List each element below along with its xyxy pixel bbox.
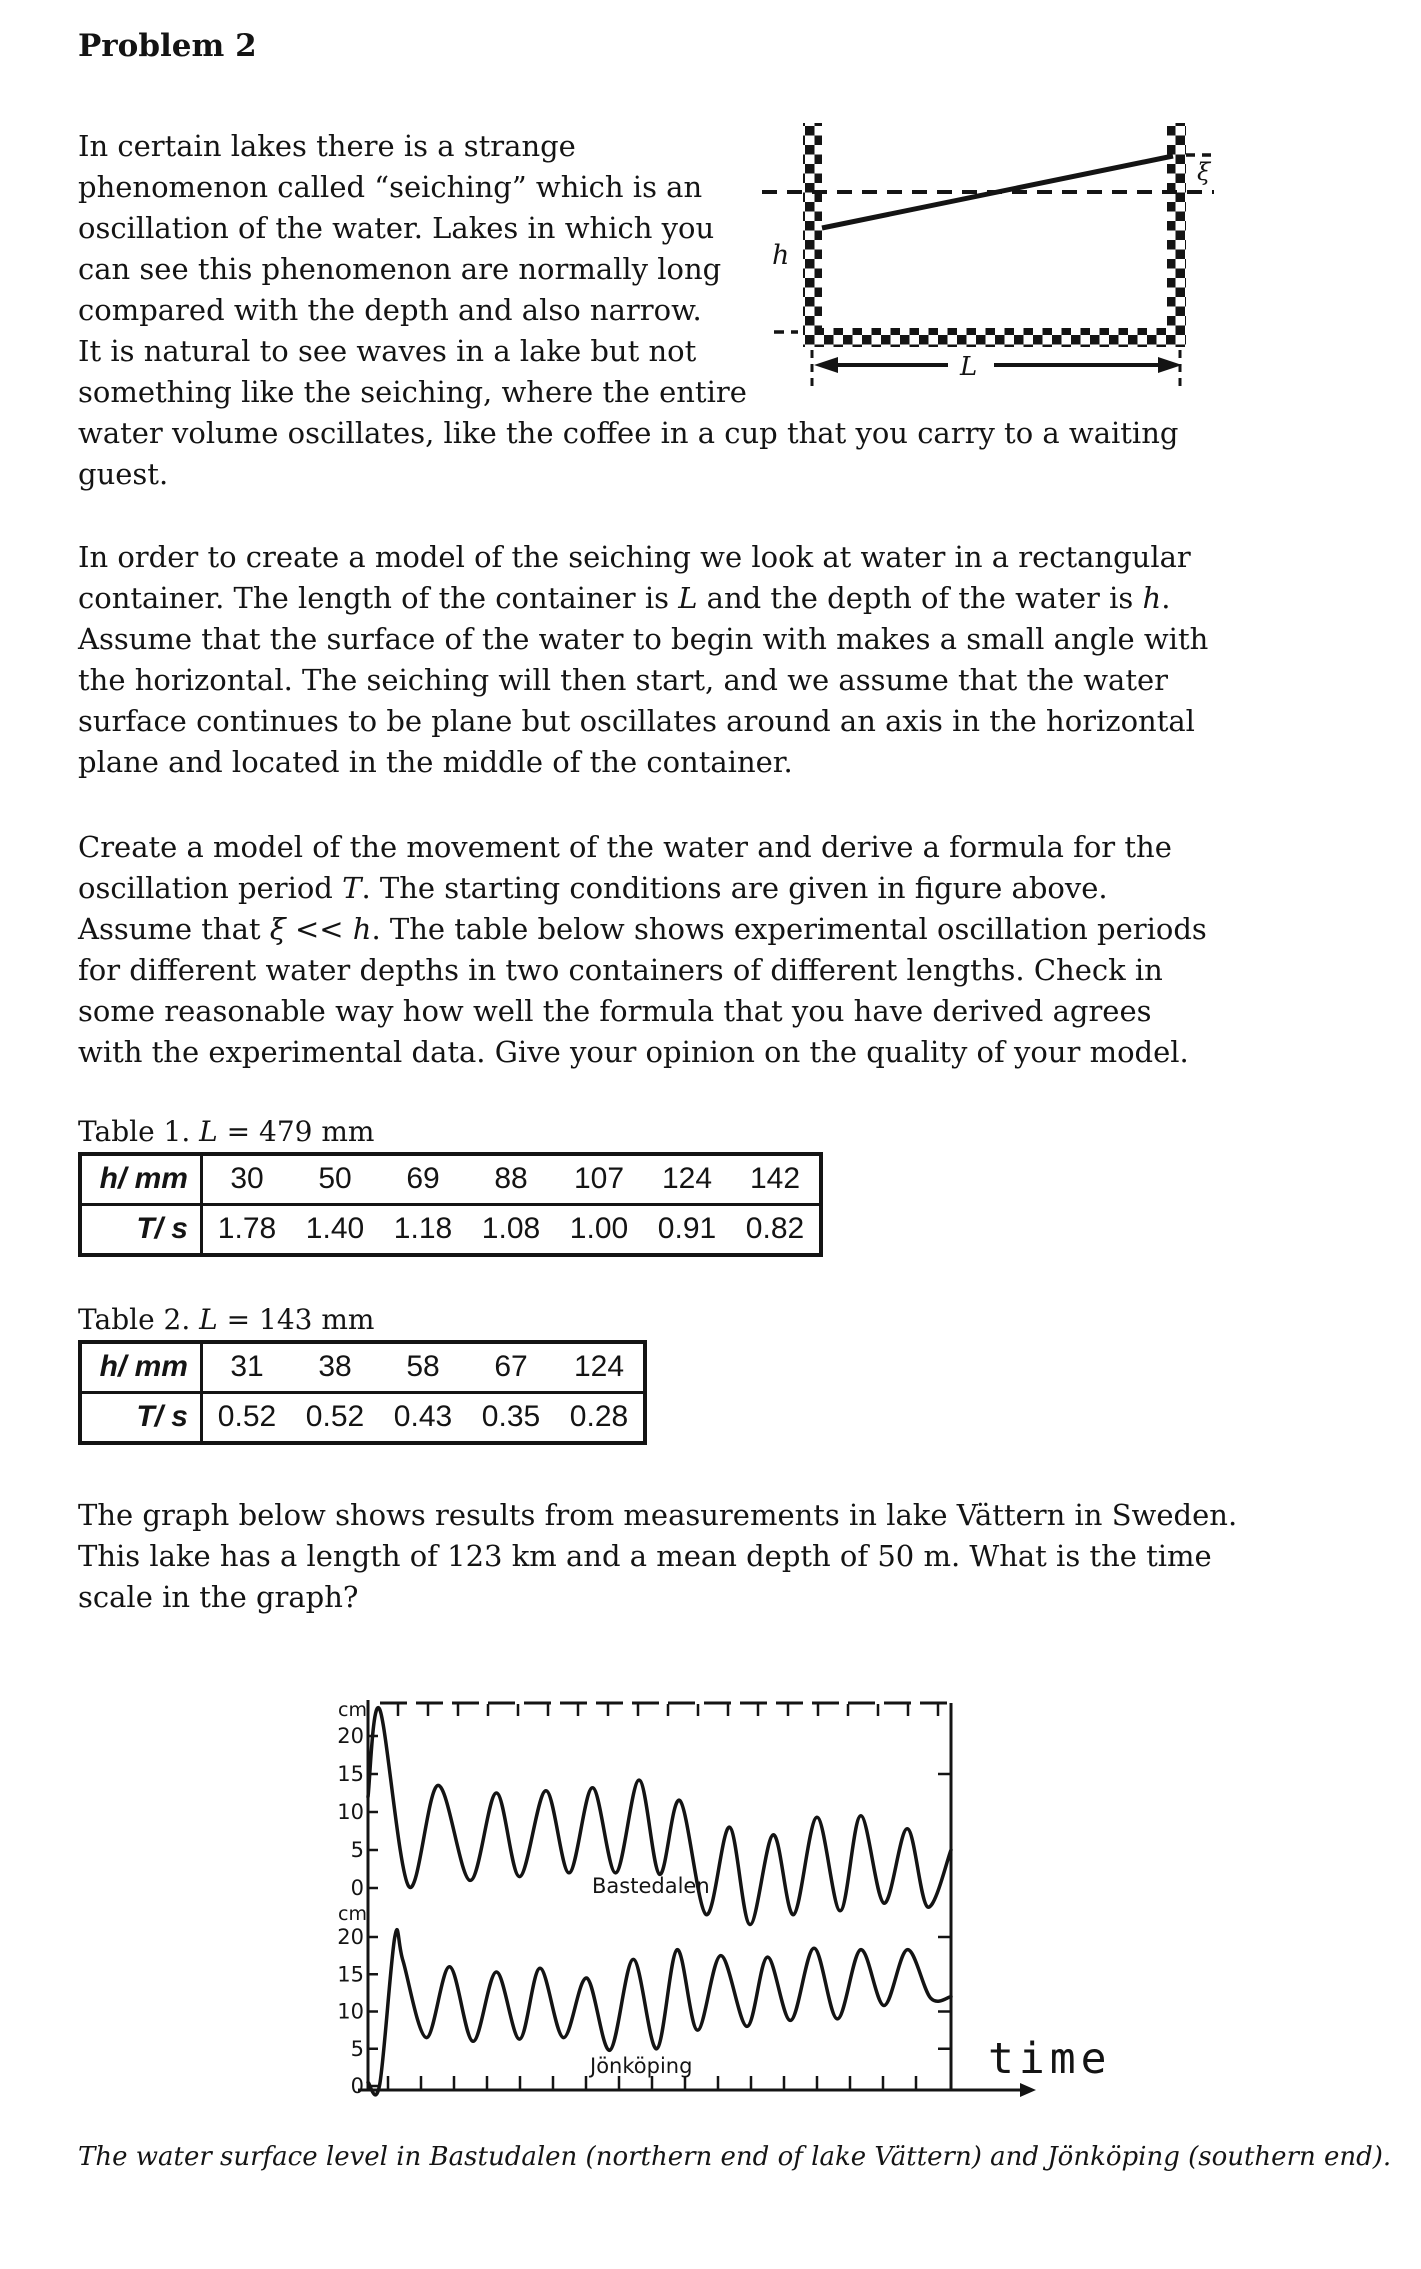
text-segment: . — [1161, 581, 1171, 615]
value-cell: 88 — [494, 1162, 528, 1195]
row-header-cell: h/ mm — [80, 1154, 202, 1205]
value-cell: 1.00 — [555, 1205, 643, 1256]
time-axis-label: time — [988, 2034, 1112, 2084]
table-1 — [78, 1152, 823, 1257]
left-wall — [803, 123, 822, 328]
paragraph-model — [78, 537, 1208, 783]
table-row — [80, 1154, 821, 1205]
h-label: h — [772, 240, 790, 271]
length-arrowhead-right — [1158, 357, 1182, 373]
paragraph-question — [78, 1495, 1237, 1618]
value-cell: 1.78 — [202, 1205, 292, 1256]
text-segment: L — [678, 581, 698, 615]
text-segment: L — [199, 1303, 218, 1336]
bastedalen-series-label: Bastedalen — [592, 1874, 710, 1898]
text-segment: The water surface level in Bastudalen (northern end of lake Vättern) and Jönköping (southern end). — [78, 2142, 1392, 2172]
text-line — [78, 827, 1207, 868]
text-line — [78, 1032, 1207, 1073]
table-row — [80, 1205, 821, 1256]
value-cell: 30 — [230, 1162, 264, 1195]
value-cell: 0.52 — [202, 1393, 292, 1444]
container-figure-svg — [748, 88, 1223, 400]
text-line — [78, 1115, 374, 1148]
text-segment: compared with the depth and also narrow. — [78, 293, 702, 327]
text-line — [78, 1536, 1237, 1577]
row-header-cell: T/ s — [80, 1205, 202, 1256]
value-cell: 50 — [318, 1162, 352, 1195]
y-tick-label: 15 — [337, 1962, 364, 1987]
text-segment: phenomenon called “seiching” which is an — [78, 170, 703, 204]
value-cell: 1.08 — [467, 1205, 555, 1256]
text-line — [78, 537, 1208, 578]
value-cell: 69 — [406, 1162, 440, 1195]
text-line — [78, 950, 1207, 991]
xi-label: ξ — [1197, 158, 1211, 186]
y-tick-label: 20 — [337, 1925, 364, 1949]
y-tick-label: 0 — [350, 2074, 364, 2098]
y-tick-label: 0 — [350, 1876, 364, 1900]
y-tick-label: 15 — [337, 1762, 364, 1786]
text-segment: Table 2. — [78, 1303, 200, 1336]
text-segment: h — [1142, 581, 1162, 615]
text-line — [78, 868, 1207, 909]
value-cell: 67 — [494, 1350, 528, 1383]
data-table — [78, 1152, 823, 1257]
value-cell: 124 — [661, 1162, 713, 1195]
bottom-wall — [803, 328, 1186, 347]
table-2 — [78, 1340, 647, 1445]
value-cell: 38 — [318, 1350, 352, 1383]
text-segment: This lake has a length of 123 km and a mean depth of 50 m. What is the time — [78, 1539, 1212, 1573]
text-segment: . The starting conditions are given in figure above. — [361, 871, 1108, 905]
row-header-cell: T/ s — [80, 1393, 202, 1444]
table-row — [80, 1342, 645, 1393]
value-cell: 1.18 — [379, 1205, 467, 1256]
y-unit-label: cm — [338, 1699, 367, 1721]
value-cell: 1.40 — [291, 1205, 379, 1256]
text-segment: . The table below shows experimental oscillation periods — [371, 912, 1207, 946]
text-segment: The graph below shows results from measurements in lake Vättern in Sweden. — [78, 1498, 1238, 1532]
y-tick-label: 20 — [337, 1724, 364, 1748]
text-segment: ξ << h — [269, 912, 372, 946]
text-segment: = 143 mm — [217, 1303, 375, 1336]
text-segment: something like the seiching, where the entire — [78, 375, 747, 409]
text-segment: water volume oscillates, like the coffee in a cup that you carry to a waiting — [78, 416, 1179, 450]
table-2-caption — [78, 1303, 374, 1336]
text-segment: surface continues to be plane but oscillates around an axis in the horizontal — [78, 704, 1195, 738]
text-segment: oscillation period — [78, 871, 343, 905]
text-segment: Create a model of the movement of the water and derive a formula for the — [78, 830, 1172, 864]
value-cell: 0.82 — [731, 1205, 821, 1256]
text-line — [78, 660, 1208, 701]
text-line — [78, 2142, 1391, 2172]
text-line — [78, 701, 1208, 742]
text-line — [78, 1577, 1237, 1618]
text-segment: and the depth of the water is — [697, 581, 1143, 615]
text-segment: Table 1. — [78, 1115, 200, 1148]
value-cell: 142 — [749, 1162, 801, 1195]
value-cell: 0.35 — [467, 1393, 555, 1444]
right-wall — [1167, 123, 1186, 328]
text-segment: guest. — [78, 457, 169, 491]
text-segment: = 479 mm — [217, 1115, 375, 1148]
text-segment: In certain lakes there is a strange — [78, 129, 576, 163]
text-line — [78, 742, 1208, 783]
value-cell: 0.28 — [555, 1393, 645, 1444]
y-tick-label: 5 — [350, 1838, 364, 1862]
container-figure — [748, 88, 1223, 400]
text-segment: container. The length of the container is — [78, 581, 679, 615]
y-tick-label: 10 — [337, 1800, 364, 1824]
value-cell: 31 — [230, 1350, 264, 1383]
text-segment: In order to create a model of the seiching we look at water in a rectangular — [78, 540, 1191, 574]
text-segment: with the experimental data. Give your opinion on the quality of your model. — [78, 1035, 1189, 1069]
value-cell: 107 — [573, 1162, 625, 1195]
table-1-caption — [78, 1115, 374, 1148]
value-cell: 0.43 — [379, 1393, 467, 1444]
text-line — [78, 619, 1208, 660]
text-segment: oscillation of the water. Lakes in which you — [78, 211, 715, 245]
text-segment: It is natural to see waves in a lake but not — [78, 334, 697, 368]
y-tick-label: 10 — [337, 1999, 364, 2024]
x-axis-arrow — [1020, 2083, 1036, 2097]
text-segment: can see this phenomenon are normally long — [78, 252, 722, 286]
text-segment: the horizontal. The seiching will then start, and we assume that the water — [78, 663, 1169, 697]
figure-caption — [78, 2142, 1391, 2172]
y-unit-label: cm — [338, 1903, 367, 1925]
problem-title: Problem 2 — [78, 28, 257, 64]
text-segment: some reasonable way how well the formula that you have derived agrees — [78, 994, 1152, 1028]
text-segment: L — [199, 1115, 218, 1148]
text-segment: for different water depths in two containers of different lengths. Check in — [78, 953, 1163, 987]
length-arrowhead-left — [814, 357, 838, 373]
text-line — [78, 578, 1208, 619]
text-line — [78, 413, 1178, 454]
table-row — [80, 1393, 645, 1444]
text-line — [78, 991, 1207, 1032]
y-tick-label: 5 — [350, 2036, 364, 2061]
value-cell: 58 — [406, 1350, 440, 1383]
text-segment: scale in the graph? — [78, 1580, 359, 1614]
seiche-graph — [330, 1652, 1145, 2112]
L-label: L — [960, 352, 978, 382]
paragraph-task — [78, 827, 1207, 1073]
text-segment: Assume that — [78, 912, 270, 946]
text-line — [78, 454, 1178, 495]
text-line — [78, 909, 1207, 950]
jonkoping-series-label: Jönköping — [590, 2054, 693, 2078]
text-segment: plane and located in the middle of the container. — [78, 745, 793, 779]
row-header-cell: h/ mm — [80, 1342, 202, 1393]
text-segment: T — [342, 871, 362, 905]
text-line — [78, 1495, 1237, 1536]
value-cell: 0.91 — [643, 1205, 731, 1256]
text-segment: Assume that the surface of the water to begin with makes a small angle with — [78, 622, 1209, 656]
data-table — [78, 1340, 647, 1445]
value-cell: 124 — [573, 1350, 625, 1383]
value-cell: 0.52 — [291, 1393, 379, 1444]
text-line — [78, 1303, 374, 1336]
